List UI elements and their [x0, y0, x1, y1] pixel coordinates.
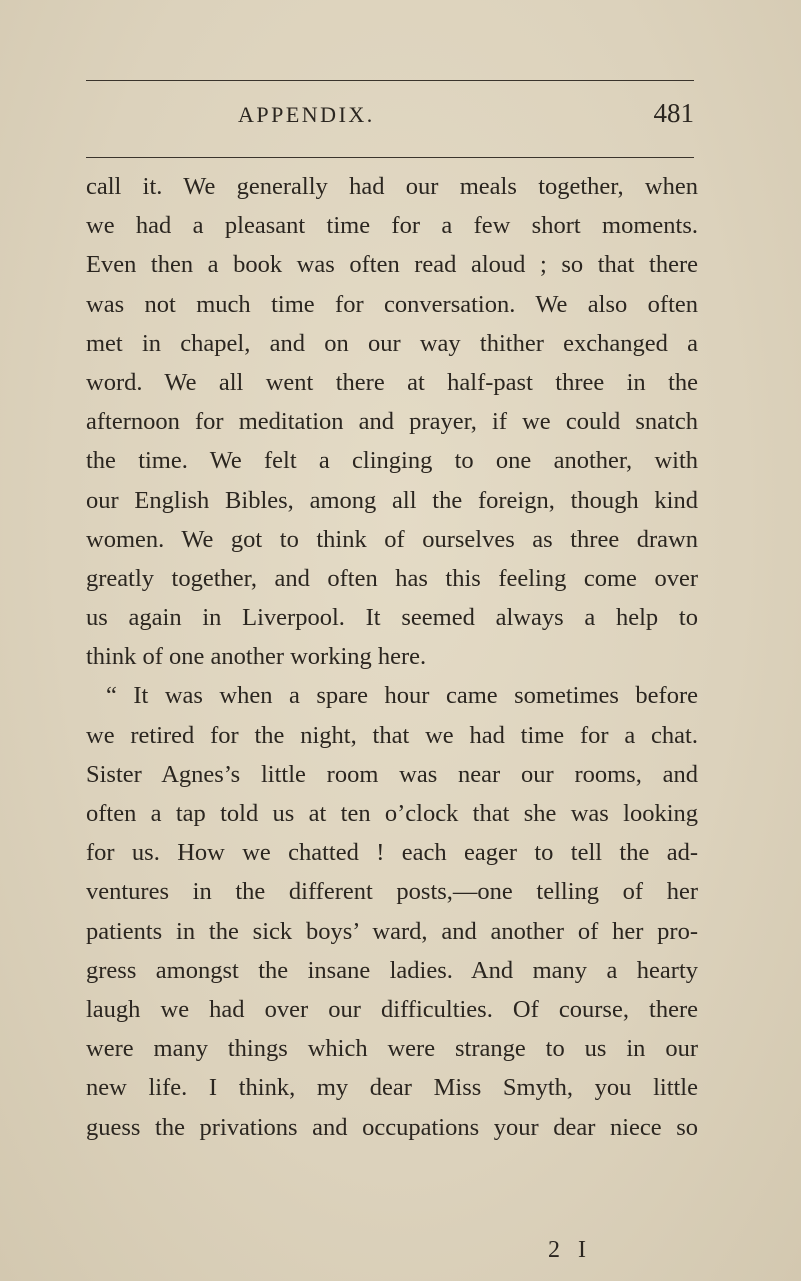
running-head	[86, 98, 694, 138]
text-line: we had a pleasant time for a few short moments.	[86, 212, 698, 240]
text-line: greatly together, and often has this feeling come over	[86, 564, 698, 592]
text-line: laugh we had over our difficulties. Of course, there	[86, 995, 698, 1023]
text-line: women. We got to think of ourselves as three drawn	[86, 525, 698, 553]
header-rule	[86, 157, 694, 158]
text-line: gress amongst the insane ladies. And many a hearty	[86, 956, 698, 984]
text-line: patients in the sick boys’ ward, and another of her pro-	[86, 917, 698, 945]
signature-mark: 2 I	[548, 1237, 592, 1263]
running-head-title: APPENDIX.	[238, 102, 375, 127]
top-rule	[86, 80, 694, 81]
text-line: often a tap told us at ten o’clock that she was looking	[86, 800, 698, 827]
text-line: call it. We generally had our meals together, when	[86, 173, 698, 200]
page-number: 481	[653, 98, 694, 128]
text-line: think of one another working here.	[86, 643, 427, 671]
text-line: Even then a book was often read aloud ; so that there	[86, 251, 698, 279]
text-line: the time. We felt a clinging to one another, with	[86, 447, 698, 475]
text-line: word. We all went there at half-past three in the	[86, 368, 698, 396]
body-text	[86, 167, 698, 1147]
text-line: ventures in the different posts,—one telling of her	[86, 878, 698, 906]
text-line: “ It was when a spare hour came sometimes before	[106, 682, 698, 710]
text-line: met in chapel, and on our way thither exchanged a	[86, 329, 698, 357]
text-line: was not much time for conversation. We also often	[86, 290, 698, 318]
text-line: we retired for the night, that we had time for a chat.	[86, 721, 698, 749]
text-line: for us. How we chatted ! each eager to tell the ad-	[86, 839, 698, 867]
text-line: were many things which were strange to us in our	[86, 1035, 698, 1063]
text-line: our English Bibles, among all the foreign, though kind	[86, 486, 698, 514]
text-line: Sister Agnes’s little room was near our rooms, and	[86, 760, 698, 788]
text-line: guess the privations and occupations your dear niece so	[86, 1113, 698, 1141]
text-line: us again in Liverpool. It seemed always a help to	[86, 604, 698, 632]
text-line: afternoon for meditation and prayer, if we could snatch	[86, 408, 698, 436]
text-line: new life. I think, my dear Miss Smyth, you little	[86, 1074, 698, 1102]
